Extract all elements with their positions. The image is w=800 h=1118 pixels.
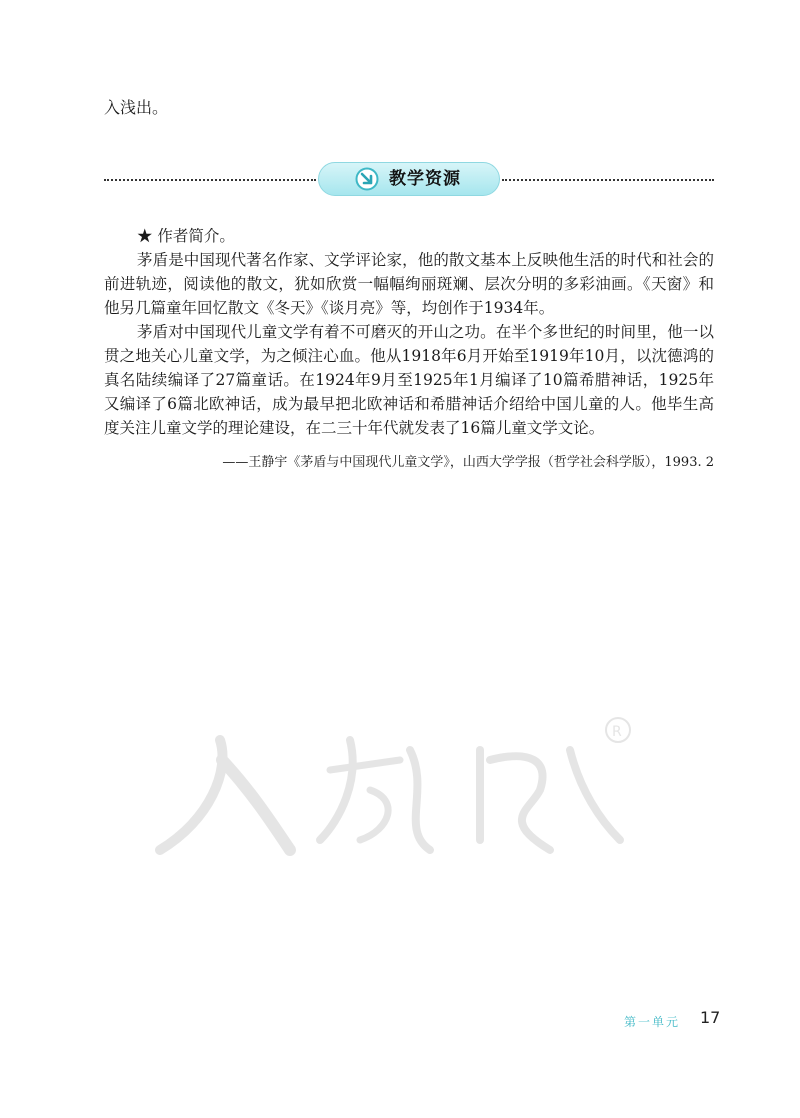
paragraph-2: 茅盾对中国现代儿童文学有着不可磨灭的开山之功。在半个多世纪的时间里，他一以贯之地关心儿童文学，为之倾注心血。他从1918年6月开始至1919年10月，以沈德鸿的真名陆续编译了27篇童话。在1924年9月至1925年1月编译了10篇希腊神话，1925年又编译了6篇北欧神话，成为最早把北欧神话和希腊神话介绍给中国儿童的人。他毕生高度关注儿童文学的理论建设，在二三十年代就发表了16篇儿童文学文论。 xyxy=(104,323,714,437)
citation: ——王静宇《茅盾与中国现代儿童文学》，山西大学学报（哲学社会科学版），1993. 2 xyxy=(222,455,714,470)
publisher-watermark-logo xyxy=(150,700,670,870)
footer-unit-label: 第一单元 xyxy=(624,1015,681,1029)
divider-right xyxy=(502,179,714,181)
section-title: 教学资源 xyxy=(389,169,461,189)
page-number: 17 xyxy=(700,1008,721,1027)
divider-left xyxy=(104,179,316,181)
section-title-badge xyxy=(318,162,500,196)
body-text xyxy=(104,224,714,440)
paragraph-1: 茅盾是中国现代著名作家、文学评论家，他的散文基本上反映他生活的时代和社会的前进轨迹，阅读他的散文，犹如欣赏一幅幅绚丽斑斓、层次分明的多彩油画。《天窗》和他另几篇童年回忆散文《冬天》《谈月亮》等，均创作于1934年。 xyxy=(104,251,714,317)
author-intro-heading: ★ 作者简介。 xyxy=(137,227,235,245)
svg-text:R: R xyxy=(612,724,622,740)
carry-over-text: 入浅出。 xyxy=(104,98,169,117)
arrow-down-right-icon xyxy=(355,167,379,191)
section-header xyxy=(104,160,714,200)
